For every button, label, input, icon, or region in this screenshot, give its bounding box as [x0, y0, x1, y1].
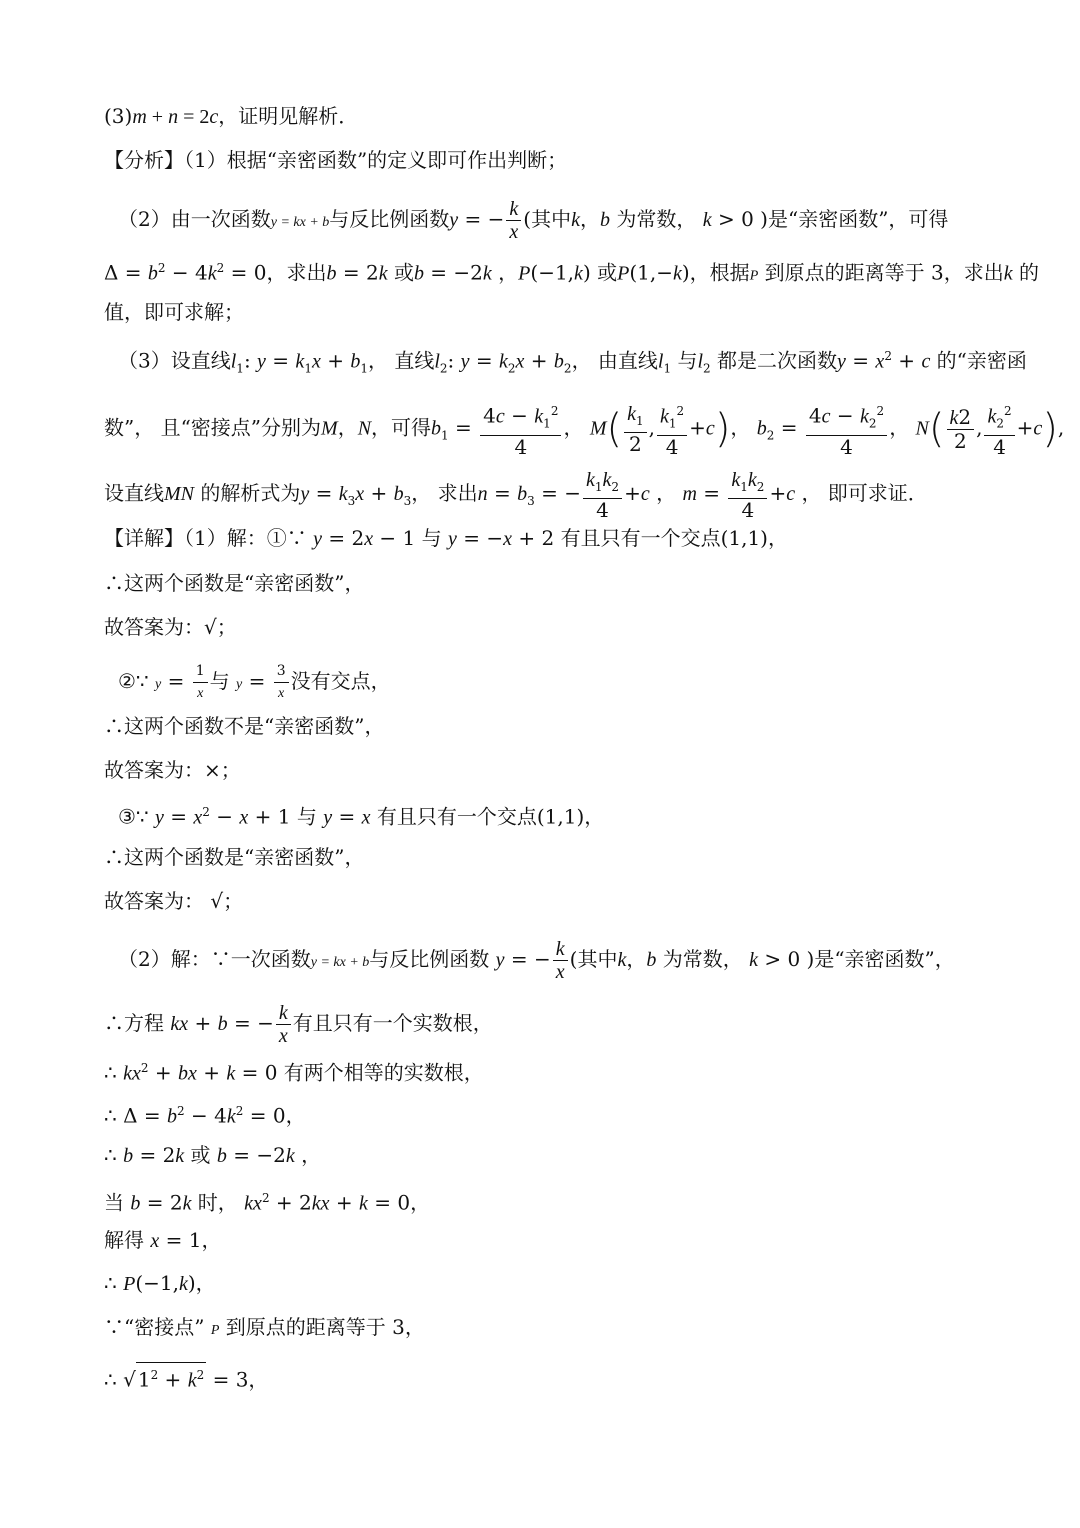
- line-analysis-2c: 值，即可求解；: [104, 300, 244, 324]
- line-detail-1b: ∴这两个函数是“亲密函数”，: [104, 571, 365, 595]
- line-detail-1e: ∴这两个函数不是“亲密函数”，: [104, 714, 385, 738]
- line-detail-1f: 故答案为：×；: [104, 758, 241, 782]
- line-detail-2f: 当 b = 2k 时， $kx^2 + 2kx + k = 0$，: [104, 1190, 431, 1215]
- line-analysis-heading: 【分析】（1）根据“亲密函数”的定义即可作出判断；: [104, 148, 568, 172]
- line-detail-1i: 故答案为： √；: [104, 889, 244, 913]
- line-part3-conclusion: (3)m + n = 2c，证明见解析．: [104, 104, 359, 128]
- line-detail-2i: ∵“密接点” P 到原点的距离等于 3，: [104, 1315, 425, 1339]
- line-analysis-2b: $\Delta = b^2 - 4k^2 = 0$，求出b = 2k 或b = −2k ，P(−1,k) 或P(1,−k)，根据P 到原点的距离等于 3，求出k 的: [104, 260, 1039, 285]
- line-detail-2d: ∴ $\Delta = b^2 - 4k^2 = 0$，: [104, 1103, 306, 1128]
- line-detail-1h: ∴这两个函数是“亲密函数”，: [104, 845, 365, 869]
- line-detail-2e: ∴ b = 2k 或 b = −2k ，: [104, 1143, 322, 1167]
- line-analysis-3a: （3）设直线$l_1$: $y = k_1x + b_1$， 直线$l_2$: $y = k_2x + b_2$， 由直线$l_1$ 与$l_2$ 都是二次函数$y = x^2 + c$ 的“亲密函: [118, 348, 1027, 376]
- line-detail-2h: ∴ P(−1,k)，: [104, 1271, 216, 1295]
- line-detail-1g: ③∵ $y = x^2 - x + 1$ 与 y = x 有且只有一个交点(1,1)，: [118, 804, 605, 829]
- line-detail-2a: （2）解：∵一次函数y = kx + b与反比例函数 y = − $\frac{k}{x}$ (其中k，b 为常数， k > 0 )是“亲密函数”，: [118, 938, 955, 983]
- line-detail-1c: 故答案为：√；: [104, 615, 237, 639]
- line-analysis-3c: 设直线MN 的解析式为$y = k_3x + b_3$， 求出$n = b_3$ = − $\frac{k_1k_2}{4}$ +c ， m = $\frac{k_1k_2}{4}$ +c ， 即可求证．: [104, 469, 928, 522]
- line-detail-2c: ∴ $kx^2$ + bx + k = 0 有两个相等的实数根，: [104, 1060, 484, 1085]
- line-detail-1a: 【详解】（1）解：①∵ y = 2x − 1 与 y = −x + 2 有且只有一个交点(1,1)，: [104, 526, 788, 550]
- line-detail-2g: 解得 x = 1，: [104, 1228, 222, 1252]
- line-detail-1d: ②∵ y = $\frac{1}{x}$ 与 y = $\frac{3}{x}$ 没有交点，: [118, 660, 391, 705]
- line-detail-2j: ∴ √ $1^2 + k^2 = 3$，: [104, 1362, 268, 1393]
- line-detail-2b: ∴方程 kx + b = − $\frac{k}{x}$ 有且只有一个实数根，: [104, 1002, 493, 1047]
- line-analysis-3b: 数”， 且“密接点”分别为M，N，可得$b_1$ = $\frac{4c - k_1^2}{4}$ ， M( $\frac{k_1}{2}$ , $\frac{k_1^2}{4}$ +c)， $b_2$ = $\frac{4c - k_2^2}{4}$ ， N( $\frac{k2}{2}$ , $\frac{k_2^2}{4}$ +c),: [104, 400, 1064, 458]
- line-analysis-2a: （2）由一次函数y = kx + b与反比例函数y = − $\frac{k}{x}$ (其中k，b 为常数， k > 0 )是“亲密函数”，可得: [118, 198, 949, 243]
